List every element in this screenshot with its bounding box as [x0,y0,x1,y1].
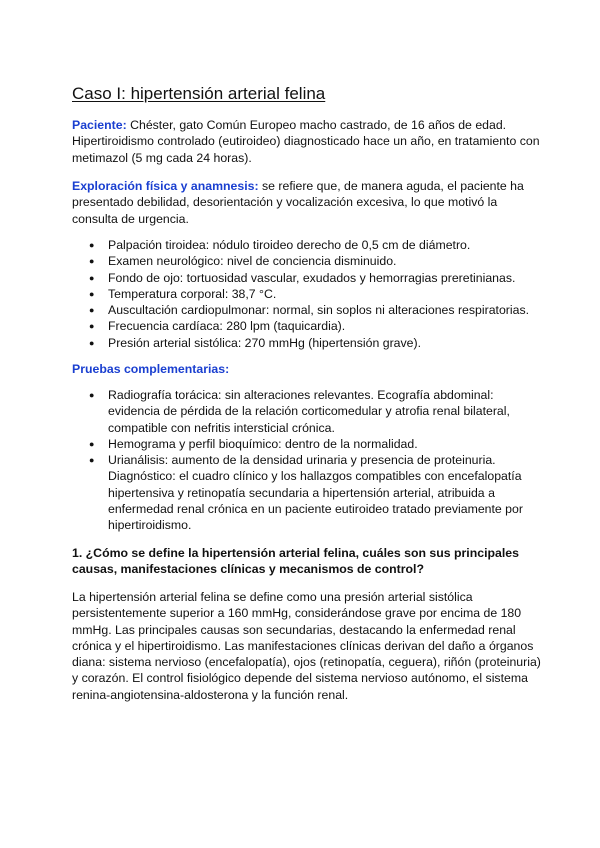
list-item: ● Urianálisis: aumento de la densidad urinaria y presencia de proteinuria. Diagnóstico: el cuadro clínico y los hallazgos compatibles con encefalopatía hipertensiva y retinopatía secundaria a hipertensión arterial, atribuida a enfermedad renal crónica en un paciente eutiroideo tratado previamente por hipertiroidismo. [108,452,533,533]
page-title: Caso I: hipertensión arterial felina [72,84,326,103]
patient-text: Chéster, gato Común Europeo macho castrado, de 16 años de edad. Hipertiroidismo controlado (eutiroideo) diagnosticado hace un año, en tratamiento con metimazol (5 mg cada 24 horas). [72,118,540,165]
list-item: ● Fondo de ojo: tortuosidad vascular, exudados y hemorragias preretinianas. [108,270,533,286]
list-item: ● Hemograma y perfil bioquímico: dentro de la normalidad. [108,436,533,452]
list-item: ● Palpación tiroidea: nódulo tiroideo derecho de 0,5 cm de diámetro. [108,237,533,253]
complementary-list [108,387,533,534]
patient-paragraph [72,117,542,166]
list-item: ● Presión arterial sistólica: 270 mmHg (hipertensión grave). [108,335,533,351]
list-item: ● Radiografía torácica: sin alteraciones relevantes. Ecografía abdominal: evidencia de pérdida de la relación corticomedular y atrofia renal bilateral, compatible con nefritis intersticial crónica. [108,387,533,436]
exploration-list [108,237,533,351]
exploration-paragraph [72,178,542,227]
exploration-label: Exploración física y anamnesis: [72,179,259,193]
list-item: ● Examen neurológico: nivel de conciencia disminuido. [108,253,533,269]
list-item: ● Temperatura corporal: 38,7 °C. [108,286,533,302]
answer-paragraph: La hipertensión arterial felina se define como una presión arterial sistólica persistentemente superior a 160 mmHg, considerándose grave por encima de 180 mmHg. Las principales causas son secundarias, destacando la enfermedad renal crónica y el hipertiroidismo. Las manifestaciones clínicas derivan del daño a órganos diana: sistema nervioso (encefalopatía), ojos (retinopatía, ceguera), riñón (proteinuria) y corazón. El control fisiológico depende del sistema nervioso autónomo, el sistema renina-angiotensina-aldosterona y la función renal. [72,590,541,702]
complementary-heading: Pruebas complementarias: [72,362,230,376]
exploration-text: se refiere que, de manera aguda, el paciente ha presentado debilidad, desorientación y vocalización excesiva, lo que motivó la consulta de urgencia. [72,179,524,226]
patient-label: Paciente: [72,118,127,132]
question-heading: 1. ¿Cómo se define la hipertensión arterial felina, cuáles son sus principales causas, manifestaciones clínicas y mecanismos de control? [72,546,519,577]
list-item: ● Auscultación cardiopulmonar: normal, sin soplos ni alteraciones respiratorias. [108,302,533,318]
list-item: ● Frecuencia cardíaca: 280 lpm (taquicardia). [108,318,533,334]
